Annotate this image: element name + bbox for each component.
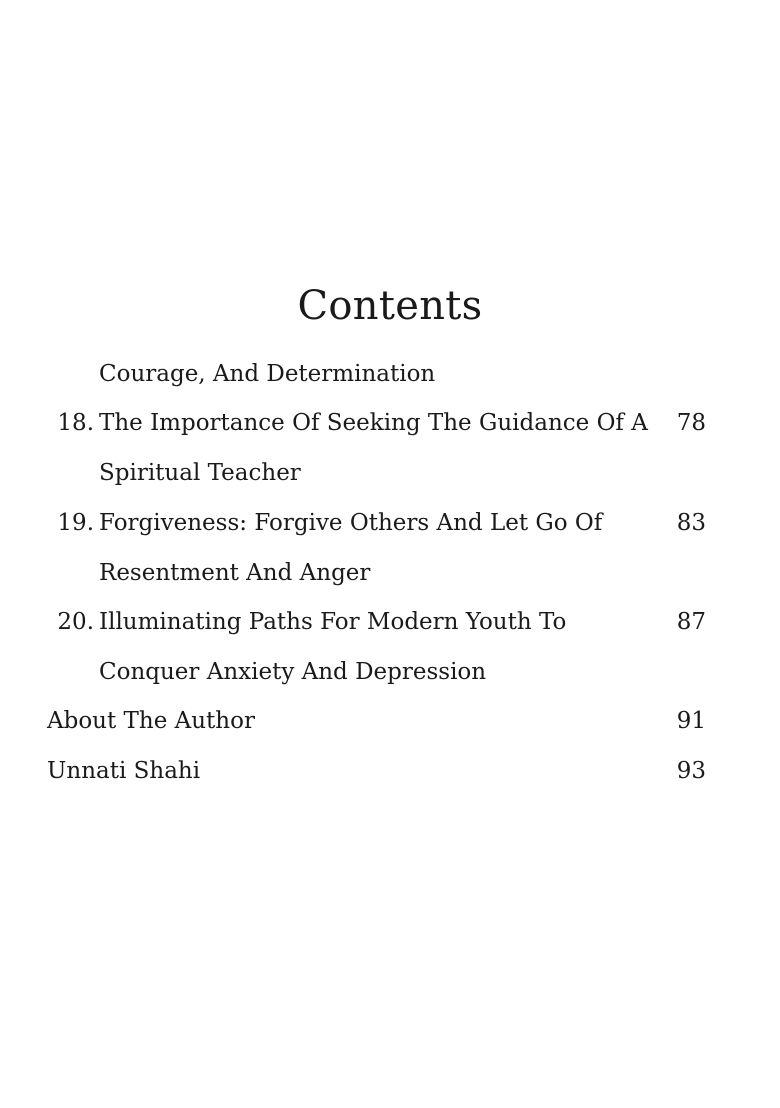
toc-entry-about-author-page: 91 (676, 708, 706, 734)
toc-entry-18-number: 18. (57, 410, 94, 436)
toc-entry-18-line-2[interactable]: Spiritual Teacher (99, 460, 301, 486)
toc-entry-about-author[interactable]: About The Author (47, 708, 255, 734)
toc-entry-19-line-1[interactable]: Forgiveness: Forgive Others And Let Go Of (99, 510, 603, 536)
toc-entry-19-line-2[interactable]: Resentment And Anger (99, 560, 371, 586)
toc-entry-unnati-shahi[interactable]: Unnati Shahi (47, 758, 201, 784)
toc-entry-20-page: 87 (676, 609, 706, 635)
toc-entry-18-line-1[interactable]: The Importance Of Seeking The Guidance Of A (99, 410, 648, 436)
toc-entry-18-page: 78 (676, 410, 706, 436)
toc-entry-unnati-shahi-page: 93 (676, 758, 706, 784)
page-title: Contents (297, 283, 483, 329)
toc-entry-19-page: 83 (676, 510, 706, 536)
toc-entry-19-number: 19. (57, 510, 94, 536)
toc-entry-20-line-2[interactable]: Conquer Anxiety And Depression (99, 659, 487, 685)
toc-entry-20-number: 20. (57, 609, 94, 635)
toc-entry-continuation-line: Courage, And Determination (99, 361, 436, 387)
toc-entry-20-line-1[interactable]: Illuminating Paths For Modern Youth To (99, 609, 567, 635)
